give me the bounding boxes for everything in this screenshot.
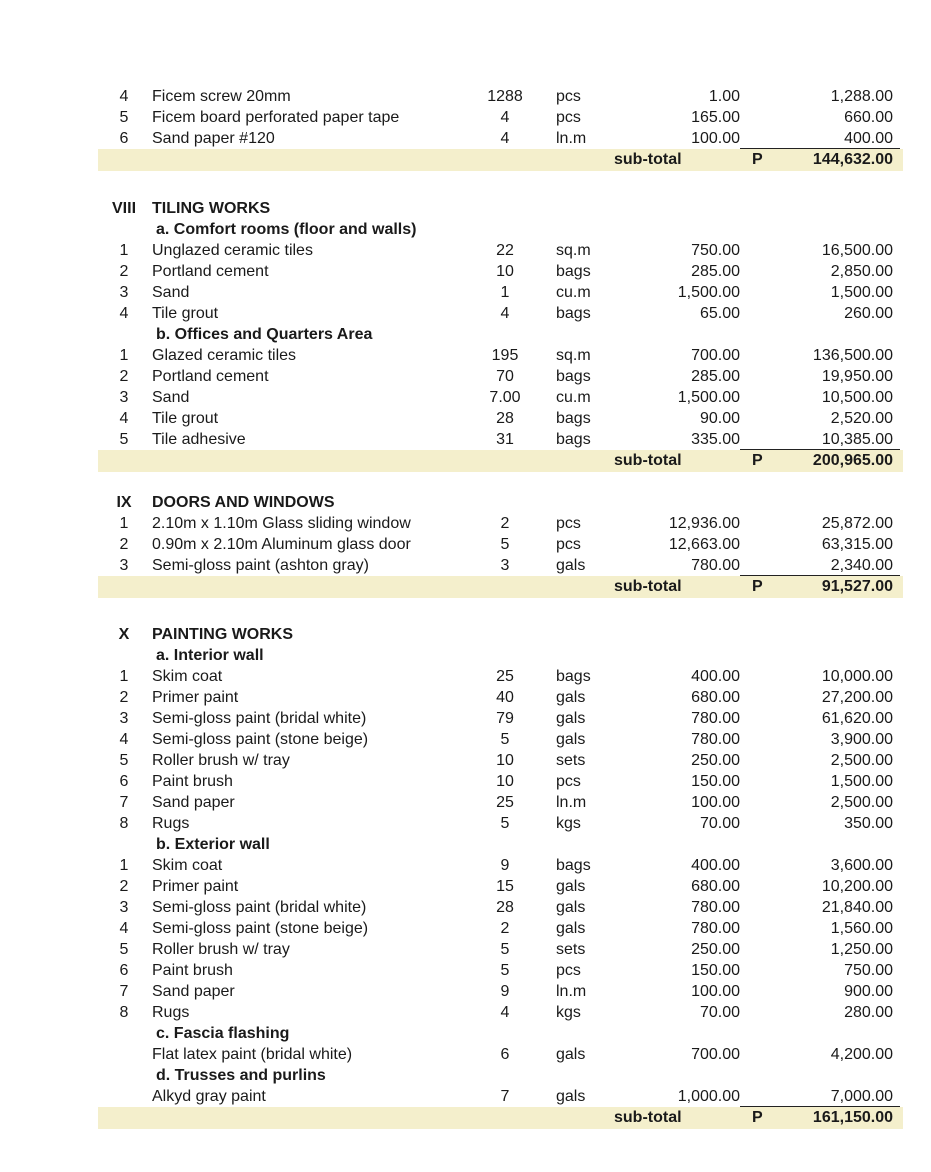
line-item-row (0, 939, 931, 961)
item-unit-price: 285.00 (691, 368, 740, 385)
item-unit: pcs (556, 515, 581, 532)
subtotal-label: sub-total (614, 151, 682, 168)
item-unit: bags (556, 668, 591, 685)
item-quantity: 70 (496, 368, 514, 385)
item-quantity: 10 (496, 752, 514, 769)
section-numeral: IX (116, 494, 132, 511)
item-unit: cu.m (556, 389, 591, 406)
line-item-row (0, 387, 931, 409)
item-number: 1 (119, 347, 129, 364)
currency-symbol: P (752, 151, 763, 168)
item-unit-price: 70.00 (699, 815, 740, 832)
item-description: Portland cement (152, 263, 269, 280)
item-description: Rugs (152, 1004, 190, 1021)
item-amount: 350.00 (844, 815, 893, 832)
item-description: Sand paper #120 (152, 130, 275, 147)
item-description: Semi-gloss paint (ashton gray) (152, 557, 369, 574)
item-unit-price: 100.00 (691, 983, 740, 1000)
item-number: 6 (119, 130, 129, 147)
item-unit-price: 12,936.00 (668, 515, 740, 532)
item-quantity: 10 (496, 773, 514, 790)
item-amount: 10,500.00 (821, 389, 893, 406)
item-number: 2 (119, 263, 129, 280)
item-amount: 1,288.00 (830, 88, 893, 105)
item-unit-price: 65.00 (699, 305, 740, 322)
line-item-row (0, 708, 931, 730)
item-amount: 21,840.00 (821, 899, 893, 916)
item-unit-price: 90.00 (699, 410, 740, 427)
item-unit: bags (556, 431, 591, 448)
item-amount: 1,560.00 (830, 920, 893, 937)
item-quantity: 40 (496, 689, 514, 706)
item-unit-price: 70.00 (699, 1004, 740, 1021)
item-description: Roller brush w/ tray (152, 941, 290, 958)
item-number: 4 (119, 305, 129, 322)
section-numeral: X (118, 626, 130, 643)
item-quantity: 1 (500, 284, 510, 301)
item-unit: bags (556, 305, 591, 322)
item-unit-price: 250.00 (691, 941, 740, 958)
item-unit: pcs (556, 962, 581, 979)
item-number: 4 (119, 410, 129, 427)
line-item-row (0, 687, 931, 709)
item-unit-price: 150.00 (691, 773, 740, 790)
line-item-row (0, 408, 931, 430)
item-unit-price: 285.00 (691, 263, 740, 280)
item-number: 1 (119, 242, 129, 259)
item-quantity: 31 (496, 431, 514, 448)
item-number: 5 (119, 941, 129, 958)
item-description: Roller brush w/ tray (152, 752, 290, 769)
item-description: Glazed ceramic tiles (152, 347, 297, 364)
item-quantity: 79 (496, 710, 514, 727)
item-amount: 900.00 (844, 983, 893, 1000)
item-unit: pcs (556, 109, 581, 126)
item-number: 5 (119, 752, 129, 769)
subtotal-row (0, 450, 931, 472)
line-item-row (0, 1086, 931, 1108)
section-title-row (0, 198, 931, 220)
item-unit: sets (556, 752, 586, 769)
item-amount: 1,250.00 (830, 941, 893, 958)
subtotal-label: sub-total (614, 452, 682, 469)
item-number: 4 (119, 731, 129, 748)
item-amount: 3,600.00 (830, 857, 893, 874)
item-amount: 63,315.00 (821, 536, 893, 553)
item-unit: gals (556, 731, 586, 748)
item-amount: 2,850.00 (830, 263, 893, 280)
item-unit: pcs (556, 773, 581, 790)
item-quantity: 5 (500, 731, 510, 748)
item-unit: gals (556, 899, 586, 916)
item-amount: 4,200.00 (830, 1046, 893, 1063)
subtotal-row (0, 1107, 931, 1129)
item-quantity: 28 (496, 410, 514, 427)
section-title: DOORS AND WINDOWS (152, 494, 335, 511)
item-amount: 1,500.00 (830, 284, 893, 301)
item-unit-price: 1,000.00 (677, 1088, 740, 1105)
item-unit-price: 780.00 (691, 731, 740, 748)
line-item-row (0, 876, 931, 898)
item-number: 8 (119, 815, 129, 832)
item-quantity: 2 (500, 920, 510, 937)
item-number: 3 (119, 389, 129, 406)
item-unit-price: 250.00 (691, 752, 740, 769)
item-quantity: 195 (491, 347, 519, 364)
item-quantity: 5 (500, 941, 510, 958)
section-title-row (0, 624, 931, 646)
item-unit: ln.m (556, 794, 587, 811)
item-unit-price: 335.00 (691, 431, 740, 448)
item-number: 3 (119, 557, 129, 574)
line-item-row (0, 261, 931, 283)
line-item-row (0, 240, 931, 262)
item-description: Sand paper (152, 794, 235, 811)
item-unit-price: 1,500.00 (677, 389, 740, 406)
line-item-row (0, 792, 931, 814)
item-description: Ficem screw 20mm (152, 88, 291, 105)
line-item-row (0, 771, 931, 793)
line-item-row (0, 750, 931, 772)
group-heading: a. Comfort rooms (floor and walls) (156, 221, 417, 238)
item-description: Unglazed ceramic tiles (152, 242, 313, 259)
item-quantity: 28 (496, 899, 514, 916)
group-heading: b. Exterior wall (156, 836, 270, 853)
item-description: Ficem board perforated paper tape (152, 109, 400, 126)
item-number: 6 (119, 962, 129, 979)
item-unit: gals (556, 878, 586, 895)
item-unit: bags (556, 410, 591, 427)
section-title-row (0, 492, 931, 514)
line-item-row (0, 107, 931, 129)
group-heading-row (0, 1023, 931, 1045)
line-item-row (0, 1002, 931, 1024)
item-number: 1 (119, 668, 129, 685)
item-amount: 3,900.00 (830, 731, 893, 748)
item-unit-price: 100.00 (691, 130, 740, 147)
group-heading: b. Offices and Quarters Area (156, 326, 373, 343)
subtotal-label: sub-total (614, 578, 682, 595)
item-description: Rugs (152, 815, 190, 832)
group-heading-row (0, 645, 931, 667)
line-item-row (0, 813, 931, 835)
item-quantity: 1288 (487, 88, 523, 105)
item-quantity: 5 (500, 815, 510, 832)
item-number: 2 (119, 878, 129, 895)
item-amount: 10,385.00 (821, 431, 893, 448)
item-amount: 10,200.00 (821, 878, 893, 895)
item-number: 3 (119, 284, 129, 301)
item-amount: 280.00 (844, 1004, 893, 1021)
item-number: 2 (119, 368, 129, 385)
item-unit-price: 165.00 (691, 109, 740, 126)
item-number: 8 (119, 1004, 129, 1021)
item-quantity: 4 (500, 1004, 510, 1021)
item-amount: 1,500.00 (830, 773, 893, 790)
line-item-row (0, 128, 931, 150)
group-heading: d. Trusses and purlins (156, 1067, 326, 1084)
item-unit: pcs (556, 88, 581, 105)
line-item-row (0, 897, 931, 919)
subtotal-row (0, 149, 931, 171)
section-title: TILING WORKS (152, 200, 271, 217)
item-amount: 750.00 (844, 962, 893, 979)
item-amount: 400.00 (844, 130, 893, 147)
item-unit-price: 400.00 (691, 857, 740, 874)
group-heading: c. Fascia flashing (156, 1025, 290, 1042)
item-description: Skim coat (152, 668, 223, 685)
item-unit-price: 780.00 (691, 557, 740, 574)
item-quantity: 7.00 (489, 389, 521, 406)
item-unit-price: 680.00 (691, 689, 740, 706)
item-quantity: 6 (500, 1046, 510, 1063)
item-description: Tile adhesive (152, 431, 246, 448)
item-description: Sand (152, 389, 190, 406)
item-description: Paint brush (152, 962, 233, 979)
item-quantity: 4 (500, 305, 510, 322)
item-description: Primer paint (152, 689, 239, 706)
item-unit: kgs (556, 815, 581, 832)
item-unit-price: 700.00 (691, 347, 740, 364)
line-item-row (0, 534, 931, 556)
item-amount: 2,520.00 (830, 410, 893, 427)
item-quantity: 4 (500, 109, 510, 126)
item-unit-price: 750.00 (691, 242, 740, 259)
group-heading-row (0, 1065, 931, 1087)
group-heading: a. Interior wall (156, 647, 264, 664)
currency-symbol: P (752, 1109, 763, 1126)
item-number: 1 (119, 515, 129, 532)
item-unit-price: 780.00 (691, 920, 740, 937)
item-number: 7 (119, 794, 129, 811)
item-quantity: 9 (500, 857, 510, 874)
item-quantity: 22 (496, 242, 514, 259)
item-quantity: 7 (500, 1088, 510, 1105)
section-numeral: VIII (112, 200, 137, 217)
item-unit: sets (556, 941, 586, 958)
item-description: Portland cement (152, 368, 269, 385)
currency-symbol: P (752, 452, 763, 469)
item-unit: gals (556, 1046, 586, 1063)
currency-symbol: P (752, 578, 763, 595)
item-quantity: 4 (500, 130, 510, 147)
line-item-row (0, 981, 931, 1003)
item-quantity: 2 (500, 515, 510, 532)
item-unit: gals (556, 689, 586, 706)
item-description: Tile grout (152, 410, 219, 427)
item-quantity: 15 (496, 878, 514, 895)
item-description: Sand paper (152, 983, 235, 1000)
group-heading-row (0, 219, 931, 241)
item-number: 7 (119, 983, 129, 1000)
item-amount: 7,000.00 (830, 1088, 893, 1105)
item-unit: ln.m (556, 983, 587, 1000)
item-quantity: 25 (496, 668, 514, 685)
line-item-row (0, 345, 931, 367)
item-amount: 2,340.00 (830, 557, 893, 574)
subtotal-row (0, 576, 931, 598)
item-unit: cu.m (556, 284, 591, 301)
item-description: Paint brush (152, 773, 233, 790)
item-number: 6 (119, 773, 129, 790)
item-unit: bags (556, 857, 591, 874)
item-quantity: 5 (500, 536, 510, 553)
item-quantity: 10 (496, 263, 514, 280)
item-unit: gals (556, 920, 586, 937)
line-item-row (0, 918, 931, 940)
item-description: Semi-gloss paint (stone beige) (152, 920, 369, 937)
item-unit: gals (556, 1088, 586, 1105)
line-item-row (0, 366, 931, 388)
line-item-row (0, 555, 931, 577)
line-item-row (0, 513, 931, 535)
item-unit: sq.m (556, 347, 591, 364)
item-description: Skim coat (152, 857, 223, 874)
item-number: 5 (119, 431, 129, 448)
item-number: 4 (119, 88, 129, 105)
line-item-row (0, 429, 931, 451)
line-item-row (0, 1044, 931, 1066)
line-item-row (0, 282, 931, 304)
item-amount: 61,620.00 (821, 710, 893, 727)
item-unit: bags (556, 263, 591, 280)
line-item-row (0, 666, 931, 688)
item-description: Semi-gloss paint (bridal white) (152, 710, 367, 727)
item-unit: bags (556, 368, 591, 385)
subtotal-amount: 161,150.00 (812, 1109, 893, 1126)
item-description: Primer paint (152, 878, 239, 895)
item-amount: 2,500.00 (830, 752, 893, 769)
item-number: 5 (119, 109, 129, 126)
item-description: 2.10m x 1.10m Glass sliding window (152, 515, 411, 532)
item-unit: gals (556, 710, 586, 727)
item-unit-price: 100.00 (691, 794, 740, 811)
item-unit: kgs (556, 1004, 581, 1021)
item-description: Sand (152, 284, 190, 301)
item-amount: 660.00 (844, 109, 893, 126)
item-unit-price: 780.00 (691, 710, 740, 727)
item-amount: 10,000.00 (821, 668, 893, 685)
subtotal-amount: 144,632.00 (812, 151, 893, 168)
item-unit-price: 12,663.00 (668, 536, 740, 553)
item-unit-price: 1,500.00 (677, 284, 740, 301)
item-unit-price: 150.00 (691, 962, 740, 979)
section-title: PAINTING WORKS (152, 626, 294, 643)
item-amount: 260.00 (844, 305, 893, 322)
subtotal-amount: 91,527.00 (821, 578, 893, 595)
item-unit-price: 680.00 (691, 878, 740, 895)
line-item-row (0, 855, 931, 877)
item-number: 4 (119, 920, 129, 937)
item-description: Alkyd gray paint (152, 1088, 266, 1105)
item-amount: 136,500.00 (812, 347, 893, 364)
item-number: 3 (119, 710, 129, 727)
subtotal-amount: 200,965.00 (812, 452, 893, 469)
line-item-row (0, 960, 931, 982)
item-quantity: 25 (496, 794, 514, 811)
item-unit-price: 1.00 (708, 88, 740, 105)
subtotal-label: sub-total (614, 1109, 682, 1126)
item-amount: 27,200.00 (821, 689, 893, 706)
item-amount: 25,872.00 (821, 515, 893, 532)
item-description: Flat latex paint (bridal white) (152, 1046, 353, 1063)
item-description: Tile grout (152, 305, 219, 322)
item-unit-price: 700.00 (691, 1046, 740, 1063)
line-item-row (0, 86, 931, 108)
item-description: 0.90m x 2.10m Aluminum glass door (152, 536, 411, 553)
item-number: 3 (119, 899, 129, 916)
item-amount: 2,500.00 (830, 794, 893, 811)
item-number: 2 (119, 536, 129, 553)
item-description: Semi-gloss paint (bridal white) (152, 899, 367, 916)
line-item-row (0, 729, 931, 751)
item-unit: sq.m (556, 242, 591, 259)
item-amount: 16,500.00 (821, 242, 893, 259)
item-unit-price: 780.00 (691, 899, 740, 916)
item-amount: 19,950.00 (821, 368, 893, 385)
item-unit-price: 400.00 (691, 668, 740, 685)
item-unit: gals (556, 557, 586, 574)
item-unit: ln.m (556, 130, 587, 147)
item-number: 2 (119, 689, 129, 706)
item-description: Semi-gloss paint (stone beige) (152, 731, 369, 748)
line-item-row (0, 303, 931, 325)
group-heading-row (0, 324, 931, 346)
item-quantity: 5 (500, 962, 510, 979)
group-heading-row (0, 834, 931, 856)
item-number: 1 (119, 857, 129, 874)
item-quantity: 3 (500, 557, 510, 574)
item-unit: pcs (556, 536, 581, 553)
item-quantity: 9 (500, 983, 510, 1000)
